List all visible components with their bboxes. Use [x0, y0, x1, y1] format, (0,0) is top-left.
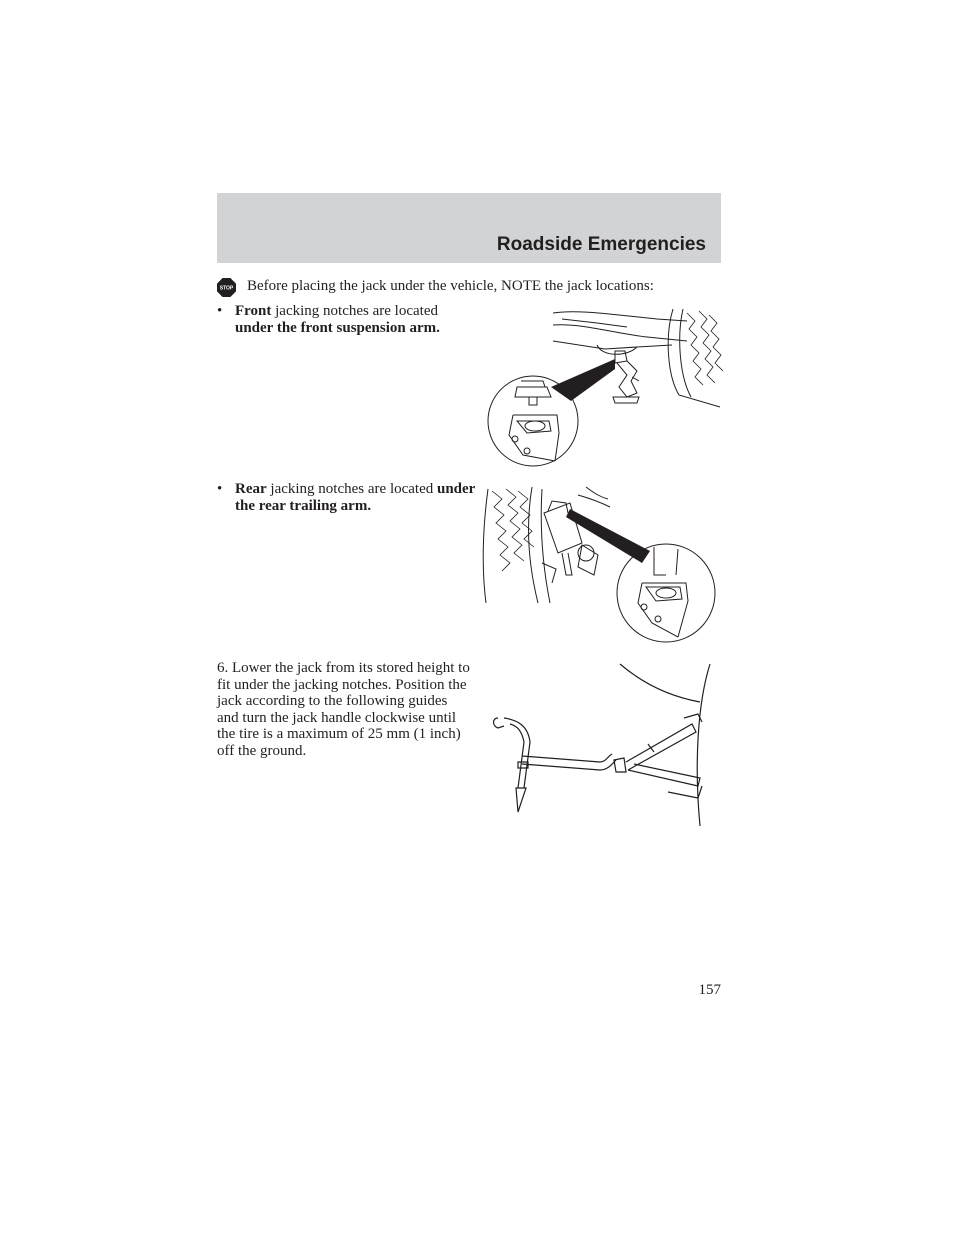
- bullet-marker: •: [217, 303, 223, 319]
- front-location: under the front suspension arm.: [235, 319, 440, 336]
- stop-icon: [217, 278, 236, 297]
- stop-icon-label: STOP: [219, 285, 234, 292]
- rear-text: jacking notches are located: [270, 481, 434, 497]
- front-label: Front: [235, 303, 272, 319]
- rear-jacking-illustration: [482, 483, 722, 643]
- front-jacking-illustration: [487, 305, 723, 467]
- front-jacking-bullet: [217, 303, 477, 336]
- section-header: [217, 193, 721, 263]
- rear-jacking-bullet: [217, 481, 477, 514]
- section-title: Roadside Emergencies: [496, 234, 706, 255]
- step-6-text: 6. Lower the jack from its stored height to fit under the jacking notches. Position the jack according to the following guides and turn the jack handle clockwise until the tire is a maximum of 25 mm (1 inch) off the ground.: [217, 660, 470, 759]
- rear-location: under the rear trailing arm.: [235, 481, 476, 514]
- rear-label: Rear: [235, 481, 267, 497]
- jack-handle-illustration: [488, 662, 714, 828]
- page-number: 157: [698, 982, 721, 998]
- bullet-marker: •: [217, 481, 223, 497]
- jack-location-note: Before placing the jack under the vehicle, NOTE the jack locations:: [247, 278, 654, 294]
- front-text: jacking notches are located: [275, 303, 438, 319]
